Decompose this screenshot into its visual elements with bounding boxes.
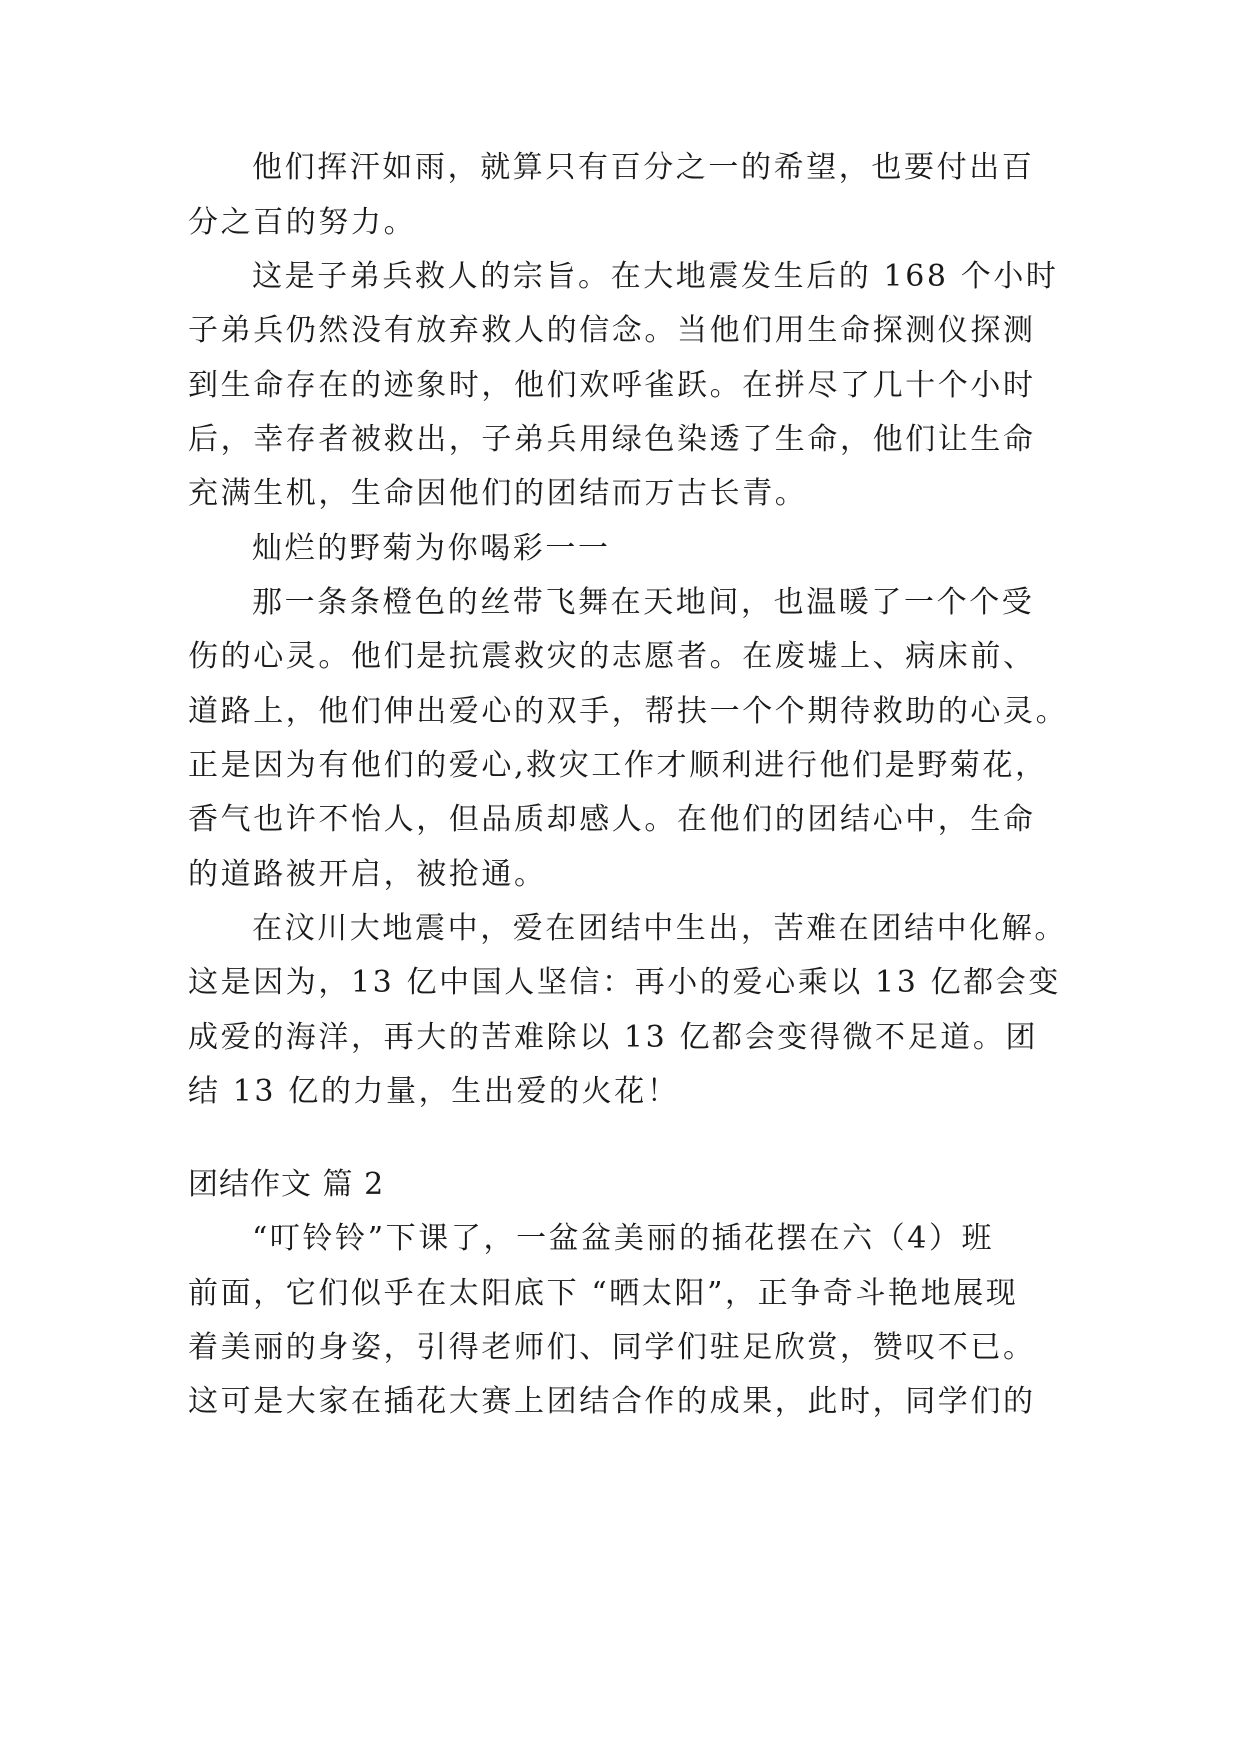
paragraph-line: “叮铃铃”下课了，一盆盆美丽的插花摆在六（4）班	[252, 1221, 995, 1256]
paragraph-line: 他们挥汗如雨，就算只有百分之一的希望，也要付出百	[252, 150, 1035, 185]
paragraph-line: 到生命存在的迹象时，他们欢呼雀跃。在拼尽了几十个小时	[188, 368, 1036, 403]
paragraph-line: 香气也许不怡人，但品质却感人。在他们的团结心中，生命	[188, 802, 1036, 837]
paragraph-line: 伤的心灵。他们是抗震救灾的志愿者。在废墟上、病床前、	[188, 639, 1036, 674]
paragraph-line: 成爱的海洋，再大的苦难除以 13 亿都会变得微不足道。团	[188, 1020, 1039, 1055]
paragraph-line: 灿烂的野菊为你喝彩一一	[252, 531, 611, 566]
paragraph-line: 分之百的努力。	[188, 205, 417, 240]
paragraph-line: 的道路被开启，被抢通。	[188, 857, 547, 892]
paragraph-line: 在汶川大地震中，爱在团结中生出，苦难在团结中化解。	[252, 911, 1067, 946]
paragraph-line: 这可是大家在插花大赛上团结合作的成果，此时，同学们的	[188, 1384, 1036, 1419]
paragraph-line: 这是因为，13 亿中国人坚信：再小的爱心乘以 13 亿都会变	[188, 965, 1061, 1000]
paragraph-line: 那一条条橙色的丝带飞舞在天地间，也温暖了一个个受	[252, 585, 1035, 620]
paragraph-line: 这是子弟兵救人的宗旨。在大地震发生后的 168 个小时	[252, 259, 1059, 294]
paragraph-line: 充满生机，生命因他们的团结而万古长青。	[188, 476, 808, 511]
paragraph-line: 正是因为有他们的爱心,救灾工作才顺利进行他们是野菊花，	[188, 748, 1048, 783]
section-heading: 团结作文 篇 2	[188, 1167, 385, 1202]
paragraph-line: 结 13 亿的力量，生出爱的火花！	[188, 1074, 680, 1109]
paragraph-line: 后，幸存者被救出，子弟兵用绿色染透了生命，他们让生命	[188, 422, 1036, 457]
paragraph-line: 着美丽的身姿，引得老师们、同学们驻足欣赏，赞叹不已。	[188, 1330, 1036, 1365]
paragraph-line: 子弟兵仍然没有放弃救人的信念。当他们用生命探测仪探测	[188, 313, 1036, 348]
paragraph-line: 前面，它们似乎在太阳底下 “晒太阳”，正争奇斗艳地展现	[188, 1276, 1019, 1311]
paragraph-line: 道路上，他们伸出爱心的双手，帮扶一个个期待救助的心灵。	[188, 694, 1069, 729]
